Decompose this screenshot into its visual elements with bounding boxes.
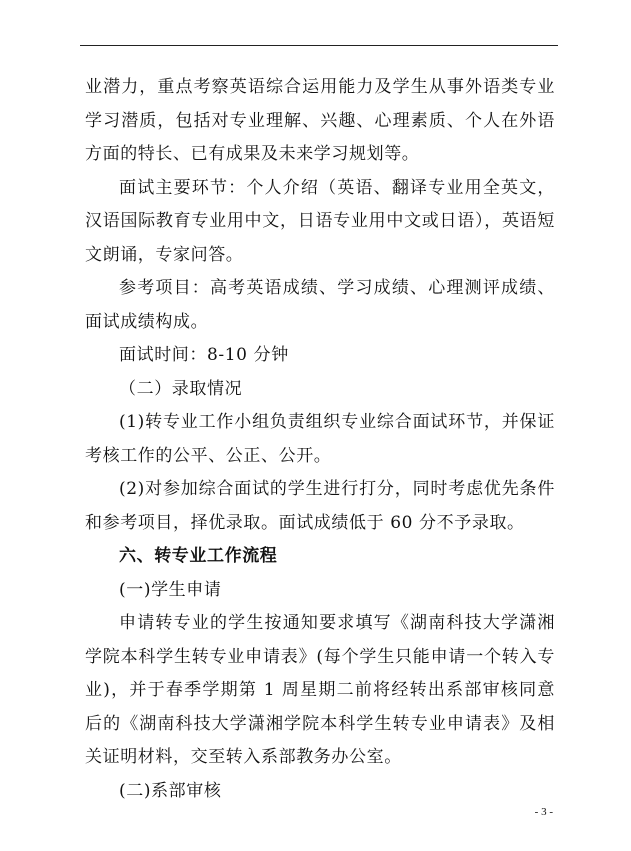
- subheading-application: (一)学生申请: [119, 579, 222, 600]
- paragraph-10: 申请转专业的学生按通知要求填写《湖南科技大学潇湘学院本科学生转专业申请表》(每个学生只能申请一个转入专业)，并于春季学期第 1 周星期二前将经转出系部审核同意后的《湖南科技大学潇湘学院本科学生转专业申请表》及相关证明材料，交至转入系部教务办公室。: [85, 613, 555, 767]
- document-body: [85, 71, 555, 808]
- paragraph-7: (2)对参加综合面试的学生进行打分，同时考虑优先条件和参考项目，择优录取。面试成绩低于 60 分不予录取。: [85, 479, 555, 533]
- paragraph-1: 业潜力，重点考察英语综合运用能力及学生从事外语类专业学习潜质，包括对专业理解、兴趣、心理素质、个人在外语方面的特长、已有成果及未来学习规划等。: [85, 77, 555, 164]
- header-rule: [80, 45, 558, 46]
- section-heading: 六、转专业工作流程: [119, 546, 278, 566]
- paragraph-3: 参考项目：高考英语成绩、学习成绩、心理测评成绩、面试成绩构成。: [85, 278, 555, 332]
- subheading-review: (二)系部审核: [119, 780, 222, 801]
- page-number: - 3 -: [534, 806, 553, 818]
- subheading-admission: （二）录取情况: [119, 378, 243, 399]
- paragraph-4: 面试时间：8-10 分钟: [119, 345, 289, 365]
- paragraph-6: (1)转专业工作小组负责组织专业综合面试环节，并保证考核工作的公平、公正、公开。: [85, 412, 555, 466]
- paragraph-2: 面试主要环节：个人介绍（英语、翻译专业用全英文，汉语国际教育专业用中文，日语专业用中文或日语），英语短文朗诵，专家问答。: [85, 177, 555, 265]
